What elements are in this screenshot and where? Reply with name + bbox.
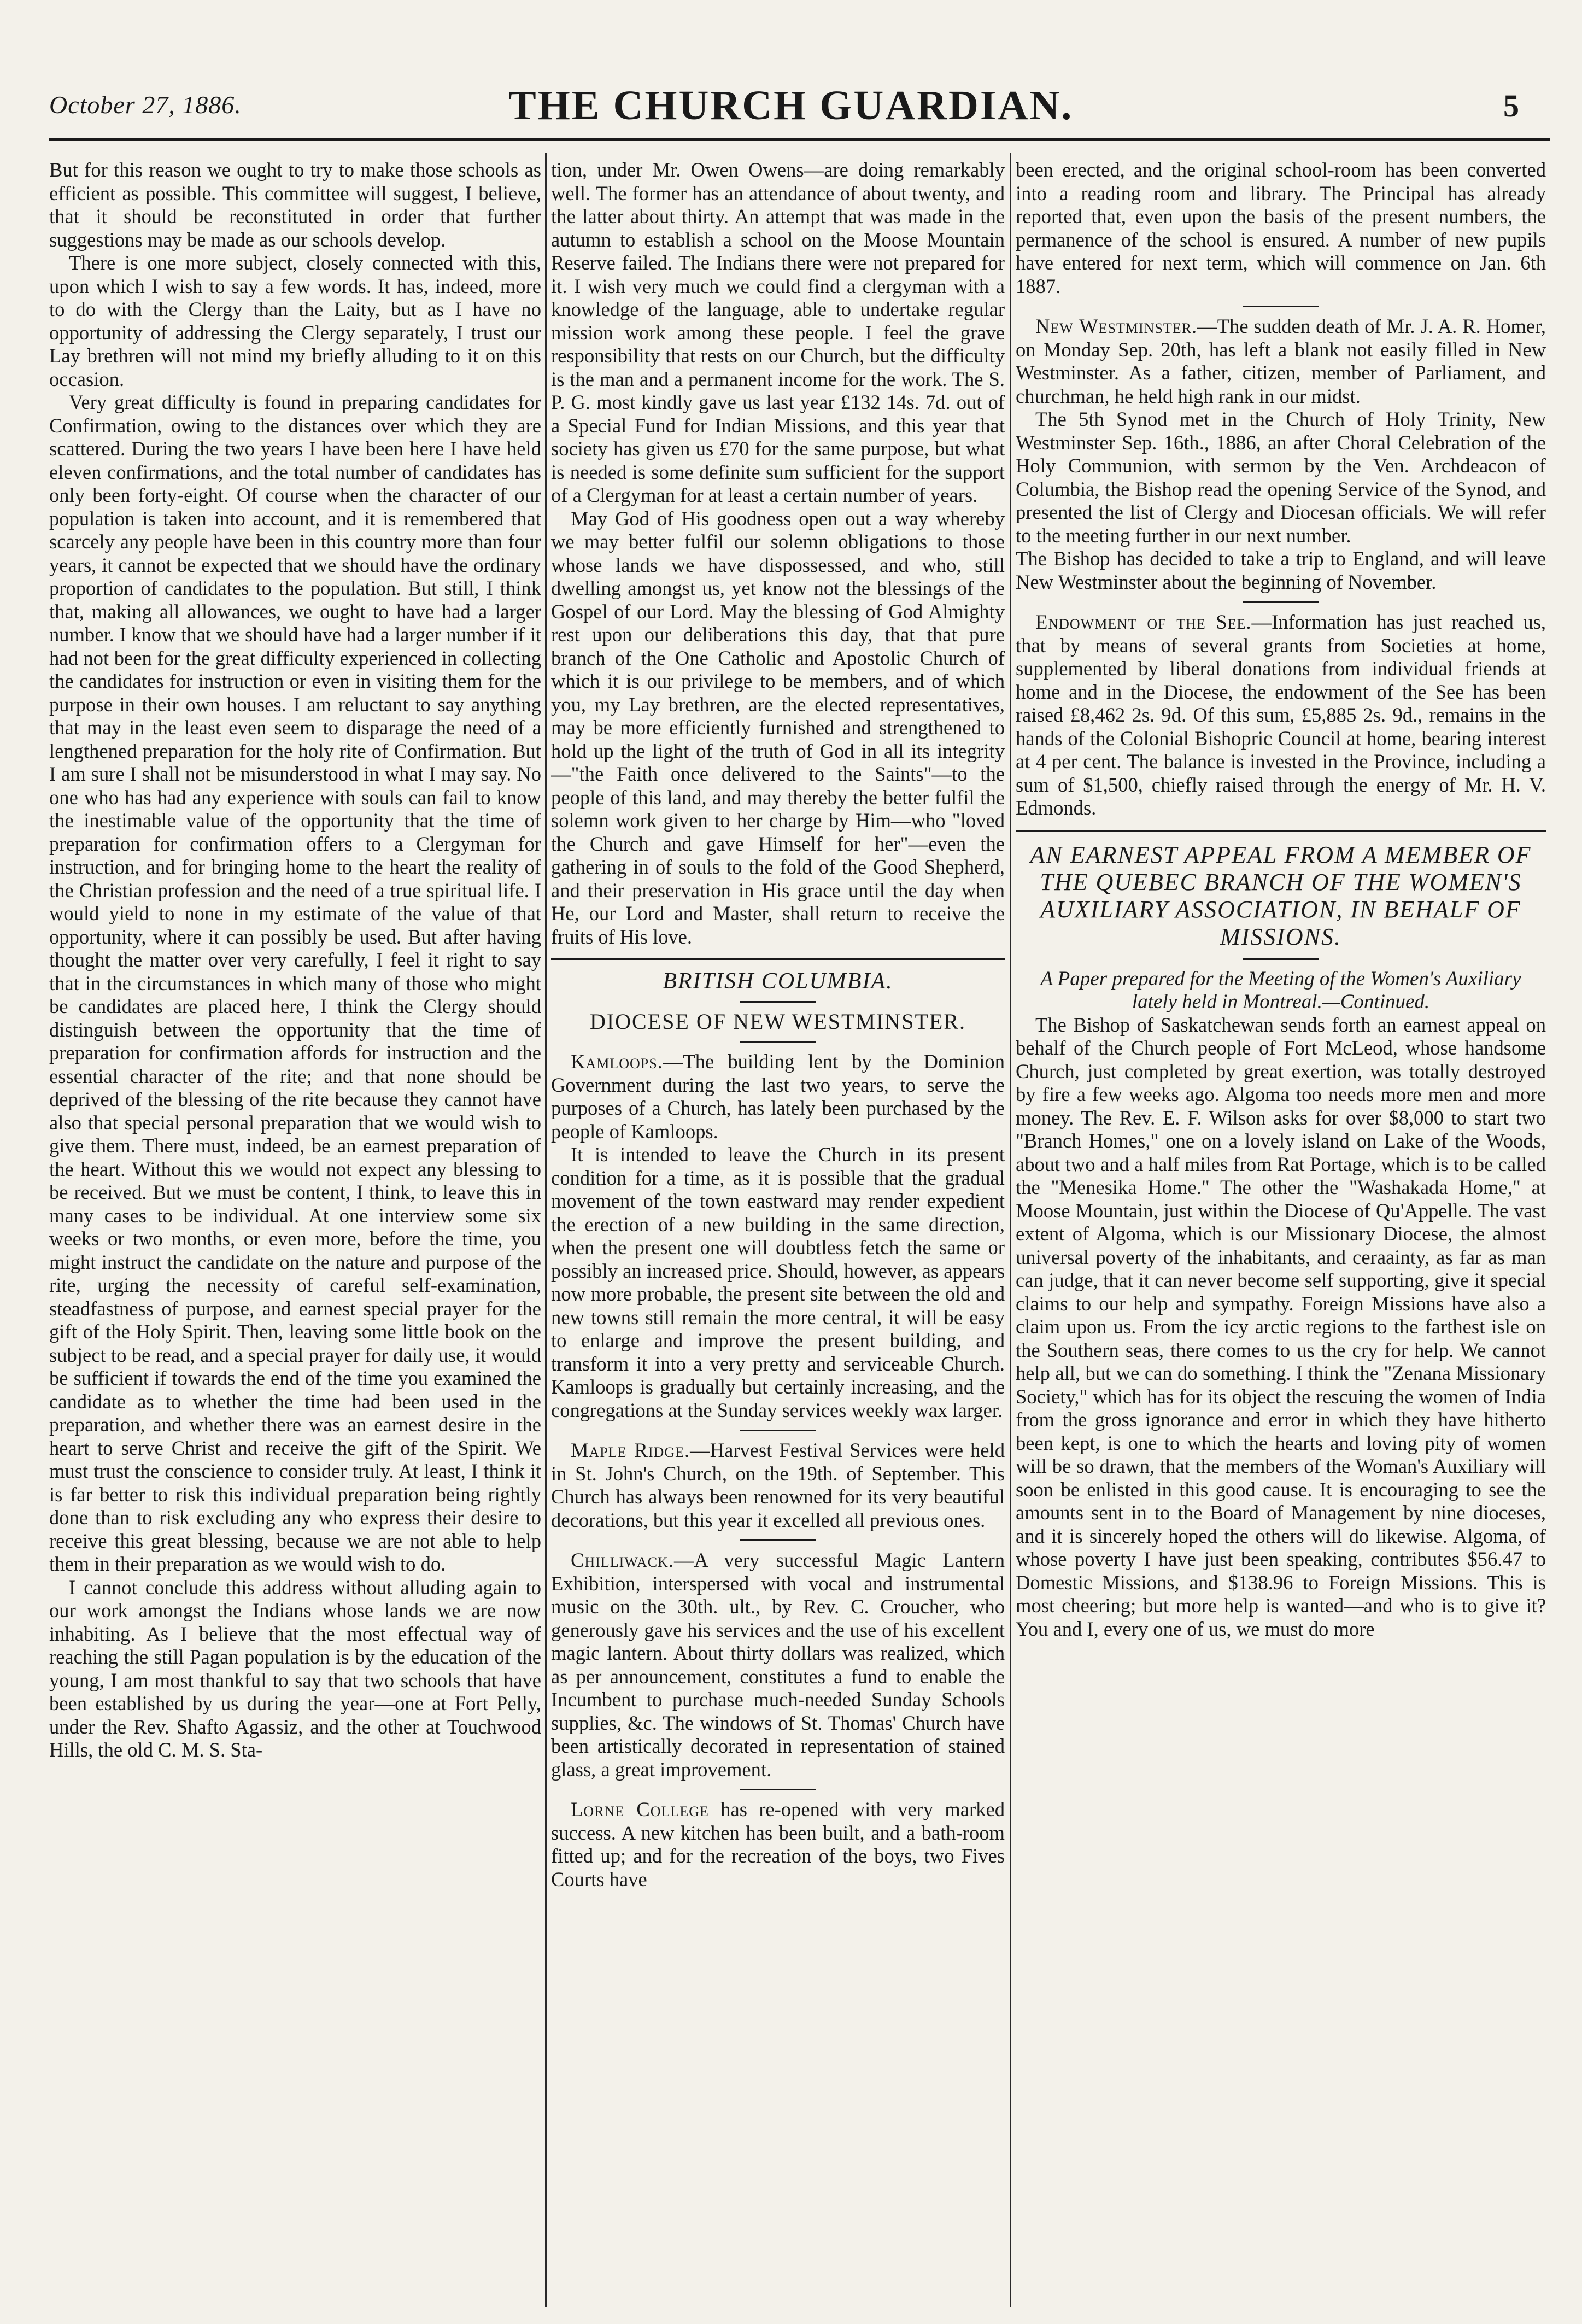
place-label: Maple Ridge. <box>571 1439 690 1461</box>
column-2 <box>551 159 1005 2302</box>
masthead <box>0 0 1582 148</box>
news-item-kamloops <box>551 1050 1005 1143</box>
item-rule <box>1243 601 1319 603</box>
item-rule <box>740 1539 816 1541</box>
news-item-new-westminster <box>1016 315 1546 408</box>
place-label: Kamloops. <box>571 1050 663 1073</box>
article-paragraph: been erected, and the original school-room has been converted into a reading room and library. The Principal has already reported that, even upon the basis of the present numbers, the permanence of the school is ensured. A number of new pupils have entered for next term, which will commence on Jan. 6th 1887. <box>1016 159 1546 297</box>
news-item-chilliwack <box>551 1549 1005 1781</box>
article-paragraph: It is intended to leave the Church in its present condition for a time, as it is possible that the gradual movement of the town eastward may render expedient the erection of a new building in the same direction, when the present one will doubtless fetch the same or possibly an increased price. Should, however, as appears now more probable, the present site between the old and new towns still remain the more central, it will be easy to enlarge and improve the present building, and transform it into a very pretty and serviceable Church. Kamloops is gradually but certainly increasing, and the congregations at the Sunday services weekly wax larger. <box>551 1143 1005 1421</box>
heading-rule <box>740 1001 816 1003</box>
article-paragraph: I cannot conclude this address without alluding again to our work amongst the Indians whose lands we are now inhabiting. As I believe that the most effectual way of reaching the still Pagan population is by the education of the young, I am most thankful to say that two schools that have been established by us during the year—one at Fort Pelly, under the Rev. Shafto Agassiz, and the other at Touchwood Hills, the old C. M. S. Sta- <box>49 1576 541 1761</box>
item-rule <box>740 1789 816 1790</box>
article-paragraph: tion, under Mr. Owen Owens—are doing remarkably well. The former has an attendance of about twenty, and the latter about thirty. An attempt that was made in the autumn to establish a school on the Moose Mountain Reserve failed. The Indians there were not prepared for it. I wish very much we could find a clergyman with a knowledge of the language, able to undertake regular mission work among these people. I feel the grave responsibility that rests on our Church, but the difficulty is the man and a permanent income for the work. The S. P. G. most kindly gave us last year £132 14s. 7d. out of a Special Fund for Indian Missions, and this year that society has given us £70 for the same purpose, but what is needed is some definite sum sufficient for the support of a Clergyman for at least a certain number of years. <box>551 159 1005 506</box>
article-paragraph: May God of His goodness open out a way whereby we may better fulfil our solemn obligations to those whose lands we have dispossessed, and who, still dwelling amongst us, yet know not the blessings of the Gospel of our Lord. May the blessing of God Almighty rest upon our deliberations this day, that that pure branch of the One Catholic and Apostolic Church of which it is our privilege to be members, and of which you, my Lay brethren, are the elected representatives, may be more efficiently furnished and strengthened to hold up the light of the truth of God in all its integrity —"the Faith once delivered to the Saints"—to the people of this land, and may thereby the better fulfil the solemn work given to her charge by Him—who "loved the Church and gave Himself for her"—even the gathering in of souls to the fold of the Good Shepherd, and their preservation in His grace until the day when He, our Lord and Master, shall return to receive the fruits of His love. <box>551 507 1005 948</box>
place-label: Endowment of the See. <box>1035 611 1252 633</box>
column-divider <box>1010 153 1011 2307</box>
section-subheading: DIOCESE OF NEW WESTMINSTER. <box>589 1009 966 1034</box>
article-paragraph: Very great difficulty is found in preparing candidates for Confirmation, owing to the distances over which they are scattered. During the two years I have been here I have held eleven confirmations, and the total number of candidates has only been forty-eight. Of course when the character of our population is taken into account, and it is remembered that scarcely any people have been in this country more than four years, it cannot be expected that we should have the ordinary proportion of candidates to the population. But still, I think that, making all allowances, we ought to have had a larger number. I know that we should have had a larger number if it had not been for the great difficulty experienced in collecting the candidates for instruction or even in visiting them for the purpose in their own houses. I am reluctant to say anything that may in the least even seem to disparage the need of a lengthened preparation for the holy rite of Confirmation. But I am sure I shall not be misunderstood in what I may say. No one who has had any experience with souls can fail to know the inestimable value of the opportunity that the time of preparation for confirmation offers to a Clergyman for instruction, and for bringing home to the heart the reality of the Christian profession and the need of a true spiritual life. I would yield to none in my estimate of the value of that opportunity, where it can possibly be used. But after having thought the matter over very carefully, I feel it right to say that in the circumstances in which many of those who might be candidates are placed here, I think the Clergy should distinguish between the opportunity that the time of preparation for confirmation affords for instruction and the essential character of the rite; and that none should be deprived of the blessing of the rite because they cannot have also that special personal preparation that we would wish to give them. There must, indeed, be an earnest preparation of the heart. Without this we would not expect any blessing to be received. But we must be content, I think, to leave this in many cases to be individual. At one interview some six weeks or two months, or even more, before the time, you might instruct the candidate on the nature and purpose of the rite, urging the necessity of careful self-examination, steadfastness of purpose, and earnest special prayer for the gift of the Holy Spirit. Then, leaving some little book on the subject to be read, and a special prayer for daily use, it would be sufficient if towards the end of the time you examined the candidate as to whether the time had been used in the preparation, and whether there was an earnest desire in the heart to serve Christ and receive the gift of the Spirit. We must trust the conscience to consider truly. At least, I think it is far better to risk this individual preparation being rightly done than to risk excluding any who express their desire to receive this great blessing, because we are not able to help them in their preparation as we would wish to do. <box>49 391 541 1575</box>
item-rule <box>1243 306 1319 307</box>
news-text: —A very successful Magic Lantern Exhibition, interspersed with vocal and instrumental music on the 30th. ult., by Rev. C. Croucher, who generously gave his services and the use of his excellent magic lantern. About thirty dollars was realized, which as per announcement, constitutes a fund to enable the Incumbent to purchase much-needed Sunday Schools supplies, &c. The windows of St. Thomas' Church have been artistically decorated in representation of stained glass, a great improvement. <box>551 1549 1005 1781</box>
appeal-subtitle: A Paper prepared for the Meeting of the Women's Auxiliary lately held in Montreal.—Continued. <box>1040 967 1521 1013</box>
heading-rule <box>740 1041 816 1043</box>
news-text: —Harvest Festival Services were held in St. John's Church, on the 19th. of September. This Church has always been renowned for its very beautiful decorations, but this year it excelled all previous ones. <box>551 1439 1005 1531</box>
masthead-rule <box>49 138 1550 141</box>
news-text: has re-opened with very marked success. A new kitchen has been built, and a bath-room fitted up; and for the recreation of the boys, two Fives Courts have <box>551 1798 1005 1890</box>
news-item-lorne-college <box>551 1798 1005 1891</box>
newspaper-title: THE CHURCH GUARDIAN. <box>508 83 1074 128</box>
article-paragraph: The 5th Synod met in the Church of Holy Trinity, New Westminster Sep. 16th., 1886, an after Choral Celebration of the Holy Communion, with sermon by the Ven. Archdeacon of Columbia, the Bishop read the opening Service of the Synod, and presented the list of Clergy and Diocesan officials. We will refer to the meeting further in our next number. <box>1016 408 1546 547</box>
news-item-maple-ridge <box>551 1439 1005 1532</box>
column-3 <box>1016 159 1546 2302</box>
column-1 <box>49 159 541 2302</box>
article-paragraph: But for this reason we ought to try to make those schools as efficient as possible. This committee will suggest, I believe, that it should be reconstituted in order that further suggestions may be made as our schools develop. <box>49 159 541 251</box>
appeal-title: AN EARNEST APPEAL FROM A MEMBER OF THE QUEBEC BRANCH OF THE WOMEN'S AUXILIARY ASSOCIATION, IN BEHALF OF MISSIONS. <box>1030 841 1532 950</box>
news-text: —Information has just reached us, that by means of several grants from Societies at home, supplemented by liberal donations from individual friends at home and in the Diocese, the endowment of the See has been raised £8,462 2s. 9d. Of this sum, £5,885 2s. 9d., remains in the hands of the Colonial Bishopric Council at home, bearing interest at 4 per cent. The balance is invested in the Province, including a sum of $1,500, chiefly raised through the energy of Mr. H. V. Edmonds. <box>1016 611 1546 819</box>
article-paragraph: The Bishop of Saskatchewan sends forth an earnest appeal on behalf of the Church people of Fort McLeod, whose handsome Church, just completed by great exertion, was totally destroyed by fire a few weeks ago. Algoma too needs more men and more money. The Rev. E. F. Wilson asks for over $8,000 to start two "Branch Homes," one on a lovely island on Lake of the Woods, about two and a half miles from Rat Portage, which is to be called the "Menesika Home." The other the "Washakada Home," at Moose Mountain, just within the Diocese of Qu'Appelle. The vast extent of Algoma, which is our Missionary Diocese, the almost universal poverty of the inhabitants, and ceraainty, as far as man can judge, that it can never become self supporting, give it special claims to our help and sympathy. Foreign Missions have also a claim upon us. From the icy arctic regions to the farthest isle on the Southern seas, there comes to us the cry for help. We cannot help all, but we can do something. I think the "Zenana Missionary Society," which has for its object the rescuing the women of India from the gross ignorance and error in which they have hitherto been kept, is one to which the hearts and loving pity of women will be so drawn, that the members of the Woman's Auxiliary will soon be enlisted in this good cause. It is encouraging to see the amounts sent in to the Board of Management by nine dioceses, and it is sincerely hoped the others will do likewise. Algoma, of whose poverty I have just been speaking, contributes $56.47 to Domestic Missions, and $138.96 to Foreign Missions. This is most cheering; but more help is wanted—and who is to give it? You and I, every one of us, we must do more <box>1016 1013 1546 1640</box>
article-paragraph: There is one more subject, closely connected with this, upon which I wish to say a few words. It has, indeed, more to do with the Clergy than the Laity, but as I have no opportunity of addressing the Clergy separately, I trust our Lay brethren will not mind my briefly alluding to it on this occasion. <box>49 251 541 390</box>
section-rule <box>551 958 1005 960</box>
item-rule <box>740 1430 816 1431</box>
news-text: —The building lent by the Dominion Government during the last two years, to serve the purposes of a Church, has lately been purchased by the people of Kamloops. <box>551 1050 1005 1143</box>
page-number: 5 <box>1503 88 1519 124</box>
place-label: New Westminster. <box>1035 315 1198 337</box>
place-label: Chilliwack. <box>571 1549 674 1571</box>
place-label: Lorne College <box>571 1798 709 1820</box>
news-item-endowment <box>1016 611 1546 820</box>
news-text: —The sudden death of Mr. J. A. R. Homer, on Monday Sep. 20th, has left a blank not easily filled in New Westminster. As a father, citizen, member of Parliament, and churchman, he held high rank in our midst. <box>1016 315 1546 407</box>
heading-rule <box>1243 958 1319 960</box>
column-divider <box>545 153 547 2307</box>
section-rule <box>1016 830 1546 832</box>
article-paragraph: The Bishop has decided to take a trip to England, and will leave New Westminster about the beginning of November. <box>1016 547 1546 593</box>
issue-date: October 27, 1886. <box>49 91 242 119</box>
section-heading: BRITISH COLUMBIA. <box>663 969 893 994</box>
